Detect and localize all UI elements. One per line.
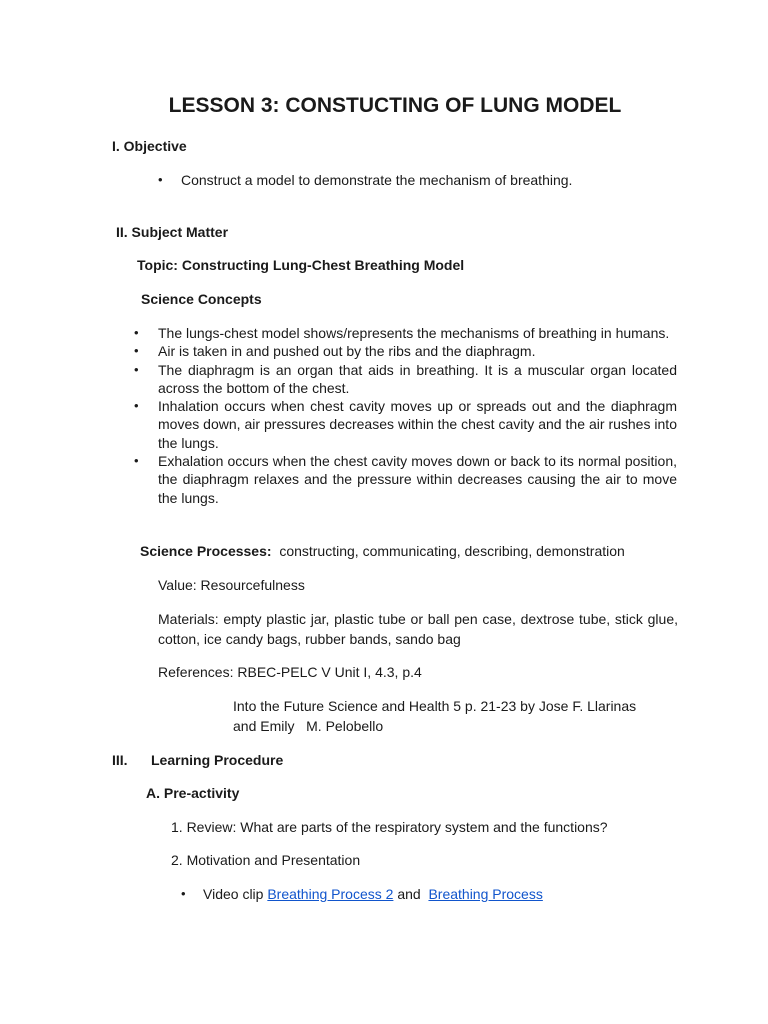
video-line bbox=[203, 886, 543, 902]
page-title: LESSON 3: CONSTUCTING OF LUNG MODEL bbox=[168, 94, 622, 117]
video-prefix: Video clip bbox=[203, 886, 264, 902]
objective-bullet: • bbox=[158, 172, 163, 187]
list-item: • The lungs-chest model shows/represents the mechanisms of breathing in humans. bbox=[134, 325, 670, 341]
references-extra-1: Into the Future Science and Health 5 p. 21-23 by Jose F. Llarinas bbox=[233, 698, 637, 714]
procedure-heading: Learning Procedure bbox=[151, 752, 284, 768]
value-line: Value: Resourcefulness bbox=[158, 577, 305, 593]
pre-activity-heading: A. Pre-activity bbox=[146, 785, 240, 801]
subject-matter-heading: II. Subject Matter bbox=[116, 224, 229, 240]
list-item: • Exhalation occurs when the chest cavity moves down or back to its normal position, the diaphragm relaxes and the pressure within decreases causing the air to move the lungs. bbox=[134, 453, 677, 506]
bullet-dot: • bbox=[134, 453, 139, 469]
video-bullet: • bbox=[181, 886, 186, 901]
breathing-process-link[interactable]: Breathing Process bbox=[428, 886, 543, 902]
bullet-dot: • bbox=[134, 361, 139, 377]
science-concepts-heading: Science Concepts bbox=[141, 291, 262, 307]
bullet-dot: • bbox=[134, 343, 139, 359]
and-word: and bbox=[397, 886, 421, 902]
list-item: • The diaphragm is an organ that aids in breathing. It is a muscular organ located across the bottom of the chest. bbox=[134, 361, 677, 396]
science-processes bbox=[140, 543, 625, 559]
science-concepts-list bbox=[134, 324, 677, 507]
references-extra-2: and Emily M. Pelobello bbox=[233, 718, 384, 734]
breathing-process-2-link[interactable]: Breathing Process 2 bbox=[267, 886, 394, 902]
objective-heading: I. Objective bbox=[112, 138, 187, 154]
topic-line: Topic: Constructing Lung-Chest Breathing Model bbox=[137, 257, 465, 273]
materials-line: Materials: empty plastic jar, plastic tube or ball pen case, dextrose tube, stick glue, cotton, ice candy bags, rubber bands, sando bag bbox=[158, 611, 678, 647]
science-processes-label: Science Processes: bbox=[140, 543, 272, 559]
bullet-dot: • bbox=[134, 398, 139, 414]
bullet-dot: • bbox=[134, 325, 139, 340]
science-processes-value: constructing, communicating, describing, demonstration bbox=[279, 543, 625, 559]
list-item: • Air is taken in and pushed out by the ribs and the diaphragm. bbox=[134, 343, 536, 360]
motivation-line: 2. Motivation and Presentation bbox=[171, 852, 361, 868]
procedure-numeral: III. bbox=[112, 752, 128, 768]
references-line: References: RBEC-PELC V Unit I, 4.3, p.4 bbox=[158, 664, 422, 680]
review-line: 1. Review: What are parts of the respiratory system and the functions? bbox=[171, 819, 608, 835]
objective-item: Construct a model to demonstrate the mechanism of breathing. bbox=[181, 172, 573, 188]
list-item: • Inhalation occurs when chest cavity moves up or spreads out and the diaphragm moves down, air pressures decreases within the chest cavity and the air rushes into the lungs. bbox=[134, 398, 677, 451]
